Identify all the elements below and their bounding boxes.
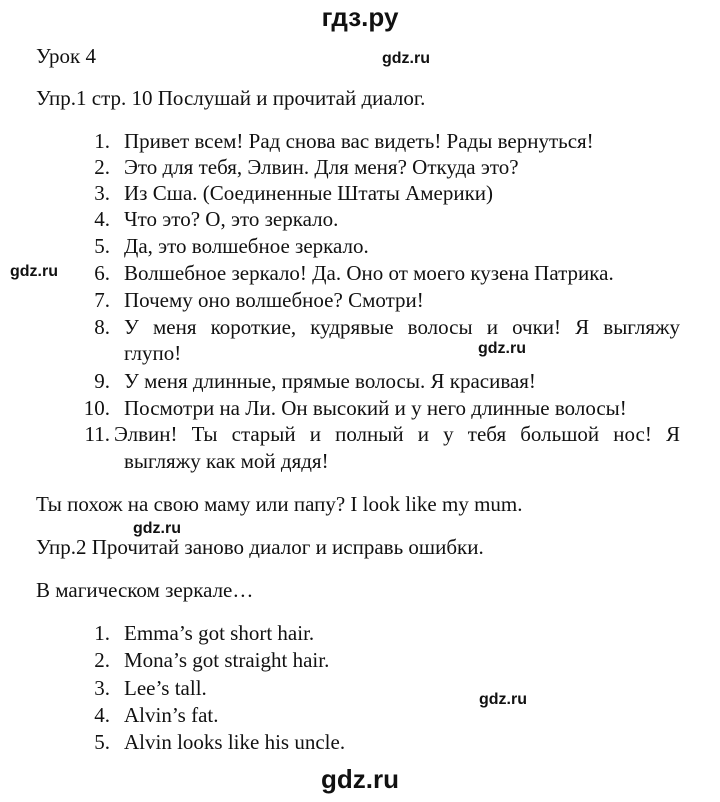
item-text: Посмотри на Ли. Он высокий и у него длинные волосы! xyxy=(124,396,627,420)
item-number: 1. xyxy=(94,129,110,153)
lesson-title: Урок 4 xyxy=(36,44,96,68)
item-number: 4. xyxy=(94,703,110,727)
watermark-header: гдз.ру xyxy=(321,2,399,32)
watermark-small: gdz.ru xyxy=(133,520,181,537)
item-number: 6. xyxy=(94,261,110,285)
question-line: Ты похож на свою маму или папу? I look like my mum. xyxy=(36,492,523,516)
item-text: Элвин! Ты старый и полный и у тебя большой нос! Я xyxy=(114,422,680,446)
watermark-small: gdz.ru xyxy=(478,340,526,357)
exercise-2-heading: Упр.2 Прочитай заново диалог и исправь ошибки. xyxy=(36,535,484,559)
item-continuation: выгляжу как мой дядя! xyxy=(124,449,329,473)
exercise-2-intro: В магическом зеркале… xyxy=(36,578,254,602)
item-continuation: глупо! xyxy=(124,341,182,365)
item-text: Почему оно волшебное? Смотри! xyxy=(124,288,424,312)
item-text: У меня длинные, прямые волосы. Я красивая! xyxy=(124,369,536,393)
item-number: 9. xyxy=(94,369,110,393)
watermark-footer: gdz.ru xyxy=(321,764,399,794)
item-number: 10. xyxy=(83,396,110,420)
item-number: 2. xyxy=(94,155,110,179)
item-text: Да, это волшебное зеркало. xyxy=(124,234,369,258)
item-number: 3. xyxy=(94,181,110,205)
item-text: Это для тебя, Элвин. Для меня? Откуда это? xyxy=(124,155,519,179)
item-text: Alvin’s fat. xyxy=(124,703,219,727)
item-text: У меня короткие, кудрявые волосы и очки! Я выгляжу xyxy=(124,315,680,339)
watermark-small: gdz.ru xyxy=(382,50,430,67)
item-number: 3. xyxy=(94,676,110,700)
item-text: Из Сша. (Соединенные Штаты Америки) xyxy=(124,181,494,205)
item-text: Волшебное зеркало! Да. Оно от моего кузена Патрика. xyxy=(124,261,614,285)
item-text: Mona’s got straight hair. xyxy=(124,648,330,672)
watermark-small: gdz.ru xyxy=(479,691,527,708)
exercise-1-heading: Упр.1 стр. 10 Послушай и прочитай диалог. xyxy=(36,86,426,110)
item-text: Emma’s got short hair. xyxy=(124,621,315,645)
item-number: 5. xyxy=(94,730,110,754)
item-number: 8. xyxy=(94,315,110,339)
watermark-small: gdz.ru xyxy=(10,263,58,280)
item-text: Что это? О, это зеркало. xyxy=(124,207,339,231)
item-text: Alvin looks like his uncle. xyxy=(124,730,346,754)
item-number: 2. xyxy=(94,648,110,672)
item-number: 7. xyxy=(94,288,110,312)
item-number: 1. xyxy=(94,621,110,645)
item-text: Привет всем! Рад снова вас видеть! Рады вернуться! xyxy=(124,129,594,153)
item-text: Lee’s tall. xyxy=(124,676,207,700)
item-number: 4. xyxy=(94,207,110,231)
item-number: 5. xyxy=(94,234,110,258)
item-number: 11. xyxy=(84,422,110,446)
